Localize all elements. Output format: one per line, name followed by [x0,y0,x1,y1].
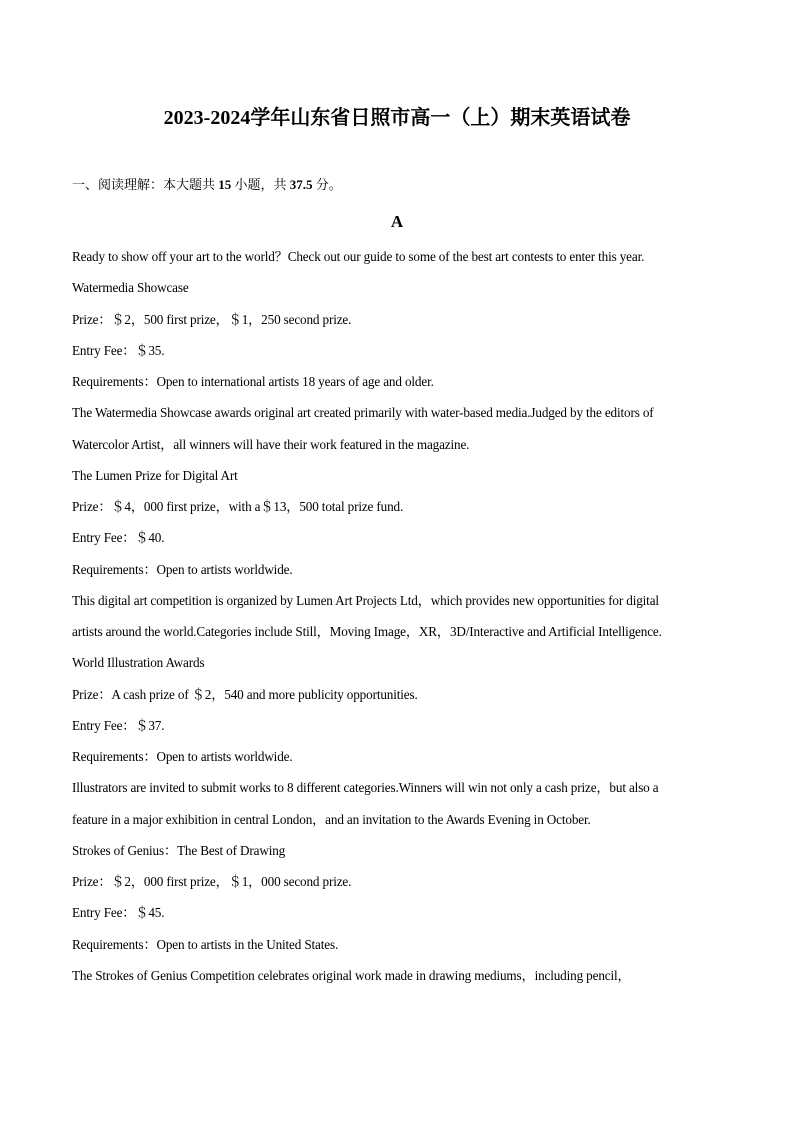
passage-line: feature in a major exhibition in central London，and an invitation to the Awards Evening in October. [72,811,591,827]
passage-line: Entry Fee：＄37. [72,717,165,733]
passage-line: Watercolor Artist，all winners will have their work featured in the magazine. [72,436,470,452]
passage-line: Entry Fee：＄40. [72,530,165,546]
section-heading-prefix: 一、阅读理解：本大题共 [72,177,216,192]
passage-line: This digital art competition is organized by Lumen Art Projects Ltd，which provides new opportunities for digital [72,592,659,608]
passage-label: A [390,212,404,231]
passage-line: Prize：＄2，000 first prize，＄1，000 second prize. [72,874,352,889]
passage-line: The Lumen Prize for Digital Art [72,467,238,483]
exam-title: 2023-2024学年山东省日照市高一（上）期末英语试卷 [163,107,631,129]
passage-line: Entry Fee：＄45. [72,905,165,921]
passage-line: Prize：＄4，000 first prize，with a＄13，500 total prize fund. [72,499,404,514]
section-heading-middle: 小题，共 [234,177,287,192]
passage-line: Requirements：Open to artists worldwide. [72,561,293,577]
section-heading [72,176,342,194]
passage-line: Ready to show off your art to the world？Check out our guide to some of the best art contests to enter this year. [72,249,645,264]
passage-line: Illustrators are invited to submit works to 8 different categories.Winners will win not only a cash prize，but also a [72,780,659,796]
passage-body [72,245,732,995]
passage-line: artists around the world.Categories include Still，Moving Image，XR，3D/Interactive and Artificial Intelligence. [72,624,662,639]
question-count: 15 [218,177,232,192]
passage-line: Prize：A cash prize of ＄2，540 and more publicity opportunities. [72,686,418,702]
passage-line: Requirements：Open to international artists 18 years of age and older. [72,374,434,389]
passage-line: Prize：＄2，500 first prize，＄1，250 second prize. [72,311,352,327]
passage-line: The Strokes of Genius Competition celebrates original work made in drawing mediums，including pencil， [72,967,631,983]
passage-line: Strokes of Genius：The Best of Drawing [72,842,286,858]
total-score: 37.5 [289,177,313,192]
passage-line: Requirements：Open to artists worldwide. [72,749,293,764]
passage-line: The Watermedia Showcase awards original art created primarily with water-based media.Judged by the editors of [72,405,654,421]
passage-line: Entry Fee：＄35. [72,342,165,358]
passage-line: Watermedia Showcase [72,280,189,296]
passage-line: World Illustration Awards [72,655,205,671]
section-heading-suffix: 分。 [315,177,342,192]
passage-line: Requirements：Open to artists in the United States. [72,936,339,952]
